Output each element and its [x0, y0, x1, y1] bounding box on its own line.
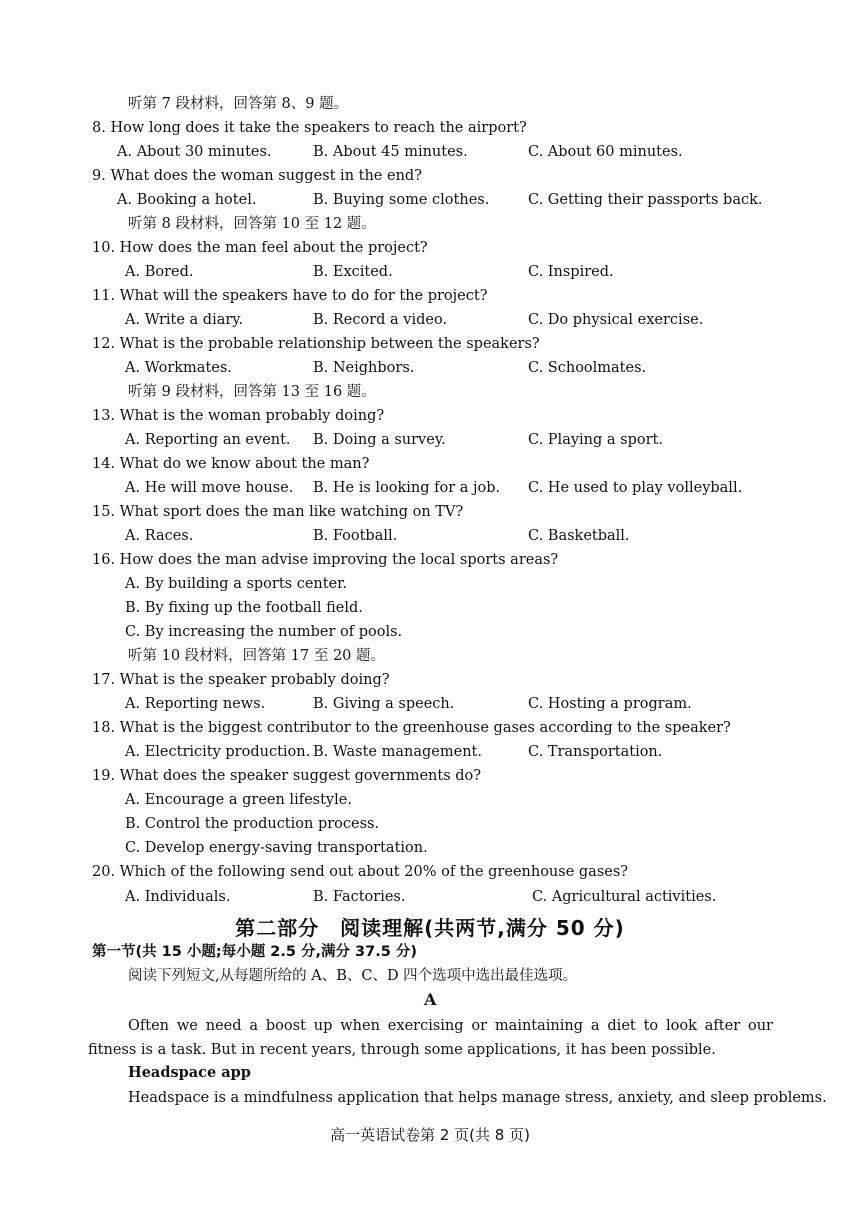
question-10-option-a: A. Bored. [125, 264, 194, 280]
passage-letter: A [424, 990, 437, 1009]
question-11-option-a: A. Write a diary. [125, 312, 244, 328]
question-16-option-c: C. By increasing the number of pools. [125, 624, 403, 640]
question-11-option-c: C. Do physical exercise. [528, 312, 704, 328]
question-13-option-c: C. Playing a sport. [528, 432, 663, 448]
question-8-option-b: B. About 45 minutes. [313, 144, 468, 160]
question-9-option-c: C. Getting their passports back. [528, 192, 763, 208]
question-16-option-b: B. By fixing up the football field. [125, 600, 363, 616]
question-9-option-b: B. Buying some clothes. [313, 192, 490, 208]
question-17-option-a: A. Reporting news. [125, 696, 266, 712]
question-15-option-c: C. Basketball. [528, 528, 630, 544]
question-11-option-b: B. Record a video. [313, 312, 448, 328]
question-10-stem: 10. How does the man feel about the project? [92, 240, 428, 256]
question-11-stem: 11. What will the speakers have to do for the project? [92, 288, 488, 304]
question-16-stem: 16. How does the man advise improving the local sports areas? [92, 552, 559, 568]
question-12-option-a: A. Workmates. [125, 360, 232, 376]
question-10-option-c: C. Inspired. [528, 264, 614, 280]
question-13-option-a: A. Reporting an event. [125, 432, 291, 448]
question-8-stem: 8. How long does it take the speakers to reach the airport? [92, 120, 527, 136]
page-footer: 高一英语试卷第 2 页(共 8 页) [330, 1126, 530, 1144]
question-14-option-a: A. He will move house. [125, 480, 294, 496]
question-14-option-c: C. He used to play volleyball. [528, 480, 743, 496]
question-19-stem: 19. What does the speaker suggest governments do? [92, 768, 482, 784]
question-20-option-b: B. Factories. [313, 889, 406, 905]
passage-paragraph-2: Headspace is a mindfulness application that helps manage stress, anxiety, and sleep problems. [128, 1090, 827, 1106]
question-18-option-a: A. Electricity production. [125, 744, 311, 760]
question-15-option-b: B. Football. [313, 528, 398, 544]
listening-instruction-10: 听第 10 段材料，回答第 17 至 20 题。 [128, 648, 386, 664]
question-19-option-b: B. Control the production process. [125, 816, 380, 832]
part-two-title: 第二部分 阅读理解(共两节,满分 50 分) [235, 916, 625, 940]
listening-instruction-7: 听第 7 段材料，回答第 8、9 题。 [128, 96, 349, 112]
question-13-option-b: B. Doing a survey. [313, 432, 446, 448]
question-18-option-c: C. Transportation. [528, 744, 663, 760]
question-16-option-a: A. By building a sports center. [125, 576, 348, 592]
question-8-option-c: C. About 60 minutes. [528, 144, 683, 160]
question-18-stem: 18. What is the biggest contributor to the greenhouse gases according to the speaker? [92, 720, 731, 736]
listening-instruction-9: 听第 9 段材料，回答第 13 至 16 题。 [128, 384, 376, 400]
question-12-option-c: C. Schoolmates. [528, 360, 647, 376]
question-17-stem: 17. What is the speaker probably doing? [92, 672, 390, 688]
question-15-stem: 15. What sport does the man like watching on TV? [92, 504, 464, 520]
question-18-option-b: B. Waste management. [313, 744, 482, 760]
question-8-option-a: A. About 30 minutes. [117, 144, 272, 160]
passage-paragraph-1: Often we need a boost up when exercising or maintaining a diet to look after our fitness is a task. But in recent years, through some applications, it has been possible. [88, 1018, 773, 1058]
question-14-stem: 14. What do we know about the man? [92, 456, 370, 472]
question-13-stem: 13. What is the woman probably doing? [92, 408, 385, 424]
question-19-option-c: C. Develop energy-saving transportation. [125, 840, 428, 856]
question-12-option-b: B. Neighbors. [313, 360, 415, 376]
question-17-option-c: C. Hosting a program. [528, 696, 692, 712]
question-9-stem: 9. What does the woman suggest in the end? [92, 168, 422, 184]
question-20-option-c: C. Agricultural activities. [532, 889, 717, 905]
question-20-option-a: A. Individuals. [125, 889, 231, 905]
question-17-option-b: B. Giving a speech. [313, 696, 455, 712]
question-15-option-a: A. Races. [125, 528, 194, 544]
question-14-option-b: B. He is looking for a job. [313, 480, 501, 496]
section-one-header: 第一节(共 15 小题;每小题 2.5 分,满分 37.5 分) [92, 944, 417, 960]
listening-instruction-8: 听第 8 段材料，回答第 10 至 12 题。 [128, 216, 376, 232]
question-10-option-b: B. Excited. [313, 264, 393, 280]
question-9-option-a: A. Booking a hotel. [117, 192, 257, 208]
question-20-stem: 20. Which of the following send out about 20% of the greenhouse gases? [92, 864, 629, 880]
question-12-stem: 12. What is the probable relationship between the speakers? [92, 336, 540, 352]
reading-instruction: 阅读下列短文,从每题所给的 A、B、C、D 四个选项中选出最佳选项。 [128, 968, 578, 984]
question-19-option-a: A. Encourage a green lifestyle. [125, 792, 352, 808]
app-subheading: Headspace app [128, 1064, 251, 1081]
